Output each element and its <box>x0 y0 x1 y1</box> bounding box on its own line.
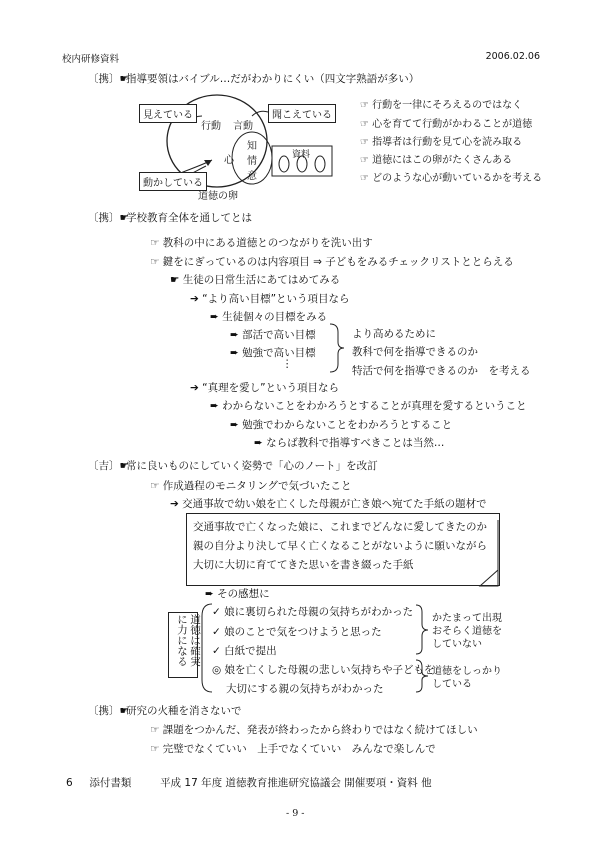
sec4-line-2: ☞ 完璧でなくていい 上手でなくていい みんなで楽しんで <box>150 743 436 755</box>
arrowhead <box>204 160 212 166</box>
label-chi: 知 <box>247 141 257 152</box>
section3-tag: 〔吉〕☛ <box>88 460 129 472</box>
letter-line-1: 交通事故で亡くなった娘に、これまでどんなに愛してきたのか <box>193 521 487 533</box>
sec2-line-1: ☞ 教科の中にある道徳とのつながりを洗い出す <box>150 237 373 249</box>
label-shiryo: 資料 <box>292 150 311 160</box>
note-2-line-1: 道徳をしっかり <box>432 666 502 677</box>
sec2-line-4: ➔ “より高い目標”という項目なら <box>190 293 350 305</box>
sec2-right-1: より高めるために <box>352 328 436 340</box>
sec2-line-8: ➨ わからないことをわかろうとすることが真理を愛するということ <box>210 400 527 412</box>
note-1-line-3: していない <box>432 639 482 650</box>
attachment-line <box>66 775 432 790</box>
attachment-number: 6 <box>66 777 73 789</box>
sec2-line-10: ➨ ならば教科で指導すべきことは当然… <box>254 437 445 449</box>
label-gendo: 言動 <box>233 121 253 132</box>
sec2-line-6a: ➨ 部活で高い目標 <box>230 329 316 341</box>
sec2-right-3: 特活で何を指導できるのか を考える <box>352 365 531 377</box>
sec2-right-2: 教科で何を指導できるのか <box>352 346 478 358</box>
sec3-item-1: ✓ 娘に裏切られた母親の気持ちがわかった <box>212 606 414 618</box>
section4-tag: 〔携〕☛ <box>88 705 129 717</box>
note-2-line-2: している <box>432 679 472 690</box>
sec3-item-5: 大切にする親の気持ちがわかった <box>226 683 384 695</box>
sec2-line-9: ➨ 勉強でわからないことをわかろうとすること <box>230 419 453 431</box>
sec3-line-2: ➔ 交通事故で幼い娘を亡くした母親が亡き娘へ宛てた手紙の題材で <box>170 498 487 510</box>
section1-heading: 〔携〕☛指導要領はバイブル…だがわかりにくい（四文字熟語が多い） <box>88 73 420 85</box>
label-i: 意 <box>247 171 257 182</box>
label-ugoite: 動かしている <box>139 172 207 191</box>
arrow-kikoeteiru <box>252 111 268 116</box>
sec2-line-3: ☛ 生徒の日常生活にあてはめてみる <box>170 274 341 286</box>
section2-tag: 〔携〕☛ <box>88 212 129 224</box>
letter-line-2: 親の自分より決して早く亡くなることがないように願いながら <box>193 540 487 552</box>
letter-box <box>186 513 500 586</box>
resource-egg-3 <box>315 156 325 172</box>
section3-heading: 〔吉〕☛常に良いものにしていく姿勢で「心のノート」を改訂 <box>88 460 378 472</box>
section1-tag: 〔携〕☛ <box>88 73 129 85</box>
sec4-line-1: ☞ 課題をつかんだ、発表が終わったから終わりではなく続けてほしい <box>150 724 478 736</box>
sec1-bullet-4: ☞ 道徳にはこの卵がたくさんある <box>360 155 513 166</box>
sec3-kanso: ➨ その感想に <box>205 588 270 600</box>
note-1-line-2: おそらく道徳を <box>432 626 502 637</box>
sec3-item-3: ✓ 白紙で提出 <box>212 645 277 657</box>
attachment-text: 平成 17 年度 道徳教育推進研究協議会 開催要項・資料 他 <box>160 777 432 789</box>
letter-line-3: 大切に大切に育ててきた思いを書き綴った手紙 <box>193 559 414 571</box>
sec2-dots: ⋮ <box>282 358 293 370</box>
label-kodo: 行動 <box>201 121 221 132</box>
section2-heading: 〔携〕☛学校教育全体を通してとは <box>88 212 252 224</box>
side-label-text: 道徳は確実に力になる <box>176 614 201 667</box>
sec3-item-2: ✓ 娘のことで気をつけようと思った <box>212 626 382 638</box>
header-date: 2006.02.06 <box>485 51 540 62</box>
label-egg: 道徳の卵 <box>198 191 238 202</box>
sec3-line-1: ☞ 作成過程のモニタリングで気づいたこと <box>150 480 352 492</box>
attachment-label: 添付書類 <box>89 777 132 789</box>
page-number: - 9 - <box>286 808 305 819</box>
sec1-bullet-3: ☞ 指導者は行動を見て心を読み取る <box>360 137 523 148</box>
note-1-line-1: かたまって出現 <box>432 613 502 624</box>
label-jo: 情 <box>247 156 257 167</box>
sec2-line-7: ➔ “真理を愛し”という項目なら <box>190 382 340 394</box>
sec2-line-6b: ➨ 勉強で高い目標 <box>230 347 316 359</box>
label-mieteiru: 見えている <box>139 104 197 123</box>
brace-2 <box>416 605 428 654</box>
label-kikoeteiru: 聞こえている <box>268 104 336 123</box>
resource-egg-1 <box>279 156 289 172</box>
sec1-bullet-2: ☞ 心を育てて行動がかわることが道徳 <box>360 119 533 130</box>
sec2-line-2: ☞ 鍵をにぎっているのは内容項目 ⇒ 子どもをみるチェックリストととらえる <box>150 256 514 268</box>
sec1-bullet-5: ☞ どのような心が動いているかを考える <box>360 173 543 184</box>
section4-heading: 〔携〕☛研究の火種を消さないで <box>88 705 242 717</box>
sec2-line-5: ➨ 生徒個々の目標をみる <box>210 311 328 323</box>
label-kokoro: 心 <box>224 155 234 166</box>
header-left: 校内研修資料 <box>62 54 120 65</box>
sec3-item-4: ◎ 娘を亡くした母親の悲しい気持ちや子どもを <box>212 664 435 676</box>
sec1-bullet-1: ☞ 行動を一律にそろえるのではなく <box>360 100 523 111</box>
